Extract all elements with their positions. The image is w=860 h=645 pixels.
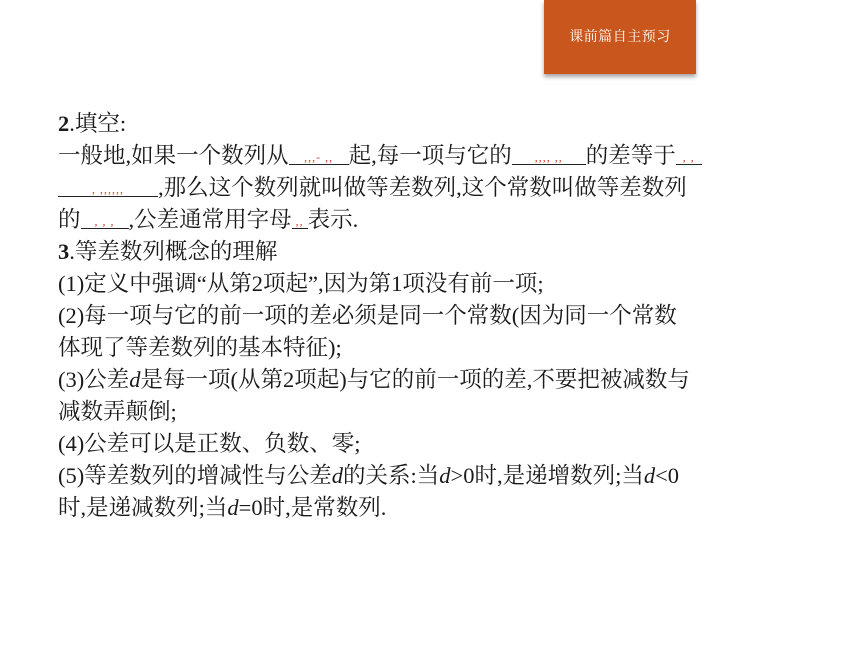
fill-line-3: 的 , , , ,公差通常用字母 ,, 表示. bbox=[58, 207, 359, 232]
point-4: (4)公差可以是正数、负数、零; bbox=[58, 431, 361, 456]
point-2-line-2: 体现了等差数列的基本特征); bbox=[58, 335, 342, 360]
variable-d: d bbox=[439, 463, 451, 488]
blank-2[interactable]: ,,,, ,, bbox=[512, 150, 586, 165]
blank-6[interactable]: ,, bbox=[292, 214, 308, 229]
blank-1[interactable]: ,,,- ,, bbox=[289, 150, 349, 165]
point-3-line-2: 减数弄颠倒; bbox=[58, 399, 177, 424]
variable-d: d bbox=[643, 463, 656, 488]
blank-5[interactable]: , , , bbox=[81, 214, 129, 229]
fill-line-2: , ,,,,,, ,那么这个数列就叫做等差数列,这个常数叫做等差数列 bbox=[58, 172, 803, 204]
section2-number: 2 bbox=[58, 111, 70, 136]
section2-heading bbox=[58, 108, 803, 140]
section3-title: .等差数列概念的理解 bbox=[69, 239, 278, 264]
point-3-line-1: (3)公差d是每一项(从第2项起)与它的前一项的差,不要把被减数与 bbox=[58, 367, 690, 392]
blank-3[interactable]: , , bbox=[676, 150, 702, 165]
point-1: (1)定义中强调“从第2项起”,因为第1项没有前一项; bbox=[58, 271, 544, 296]
variable-d: d bbox=[227, 495, 239, 520]
fill-line-1: 一般地,如果一个数列从 ,,,- ,, 起,每一项与它的 ,,,, ,, 的差等于 , , bbox=[58, 140, 803, 172]
section2-title: .填空: bbox=[69, 111, 127, 136]
point-5-line-1: (5)等差数列的增减性与公差d的关系:当d>0时,是递增数列;当d<0 bbox=[58, 463, 680, 488]
point-2-line-1: (2)每一项与它的前一项的差必须是同一个常数(因为同一个常数 bbox=[58, 303, 677, 328]
lesson-content bbox=[58, 108, 803, 524]
blank-4[interactable]: , ,,,,,, bbox=[58, 182, 158, 197]
section3-heading bbox=[58, 236, 803, 268]
variable-d: d bbox=[331, 463, 343, 488]
section-tab[interactable]: 课前篇自主预习 bbox=[544, 0, 696, 74]
point-5-line-2: 时,是递减数列;当d=0时,是常数列. bbox=[58, 495, 387, 520]
section3-number: 3 bbox=[58, 239, 70, 264]
variable-d: d bbox=[129, 367, 141, 392]
